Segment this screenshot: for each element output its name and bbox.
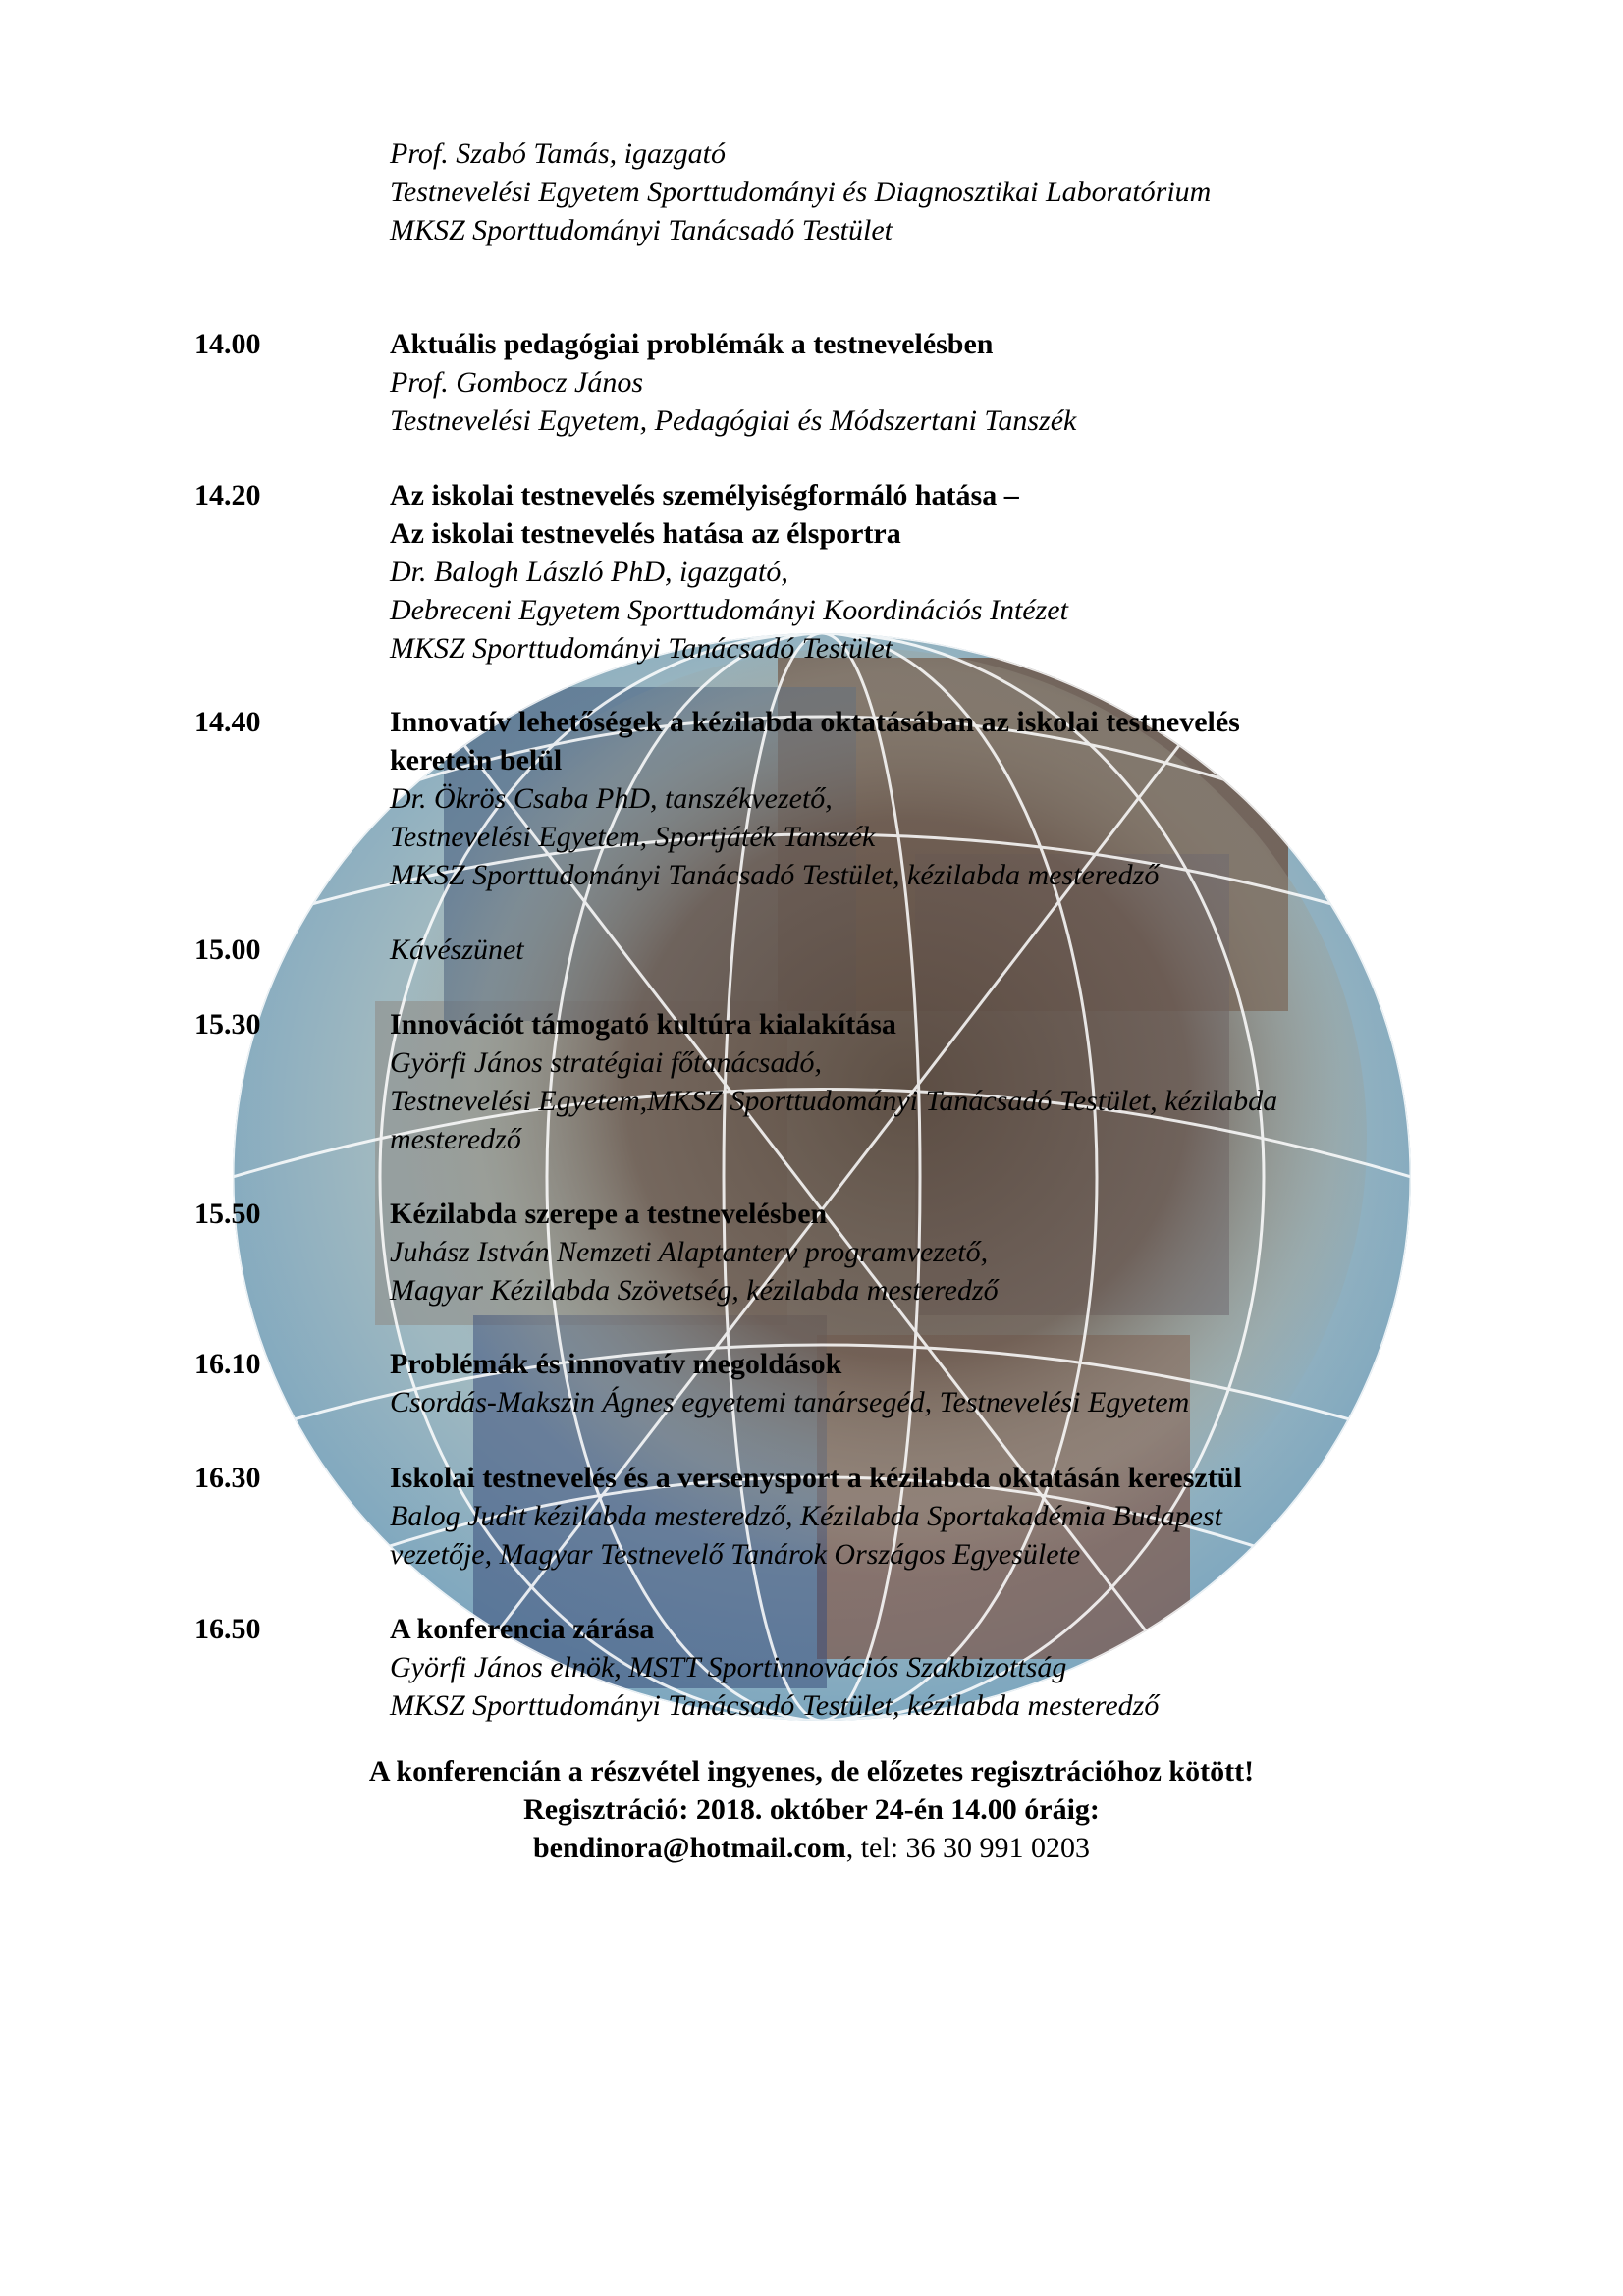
program-title: Innovációt támogató kultúra kialakítása <box>390 1008 896 1041</box>
contact-email[interactable]: bendinora@hotmail.com <box>532 1832 846 1864</box>
program-title: A konferencia zárása <box>390 1613 655 1645</box>
program-speaker: vezetője, Magyar Testnevelő Tanárok Országos Egyesülete <box>390 1538 1081 1571</box>
program-speaker: Balog Judit kézilabda mesteredző, Kézilabda Sportakadémia Budapest <box>390 1500 1222 1532</box>
intro-line: MKSZ Sporttudományi Tanácsadó Testület <box>390 214 893 246</box>
program-speaker: Testnevelési Egyetem,MKSZ Sporttudományi Tanácsadó Testület, kézilabda <box>390 1085 1278 1117</box>
program-speaker: Juhász István Nemzeti Alaptanterv programvezető, <box>390 1236 989 1268</box>
program-time: 14.20 <box>194 479 261 511</box>
program-time: 15.00 <box>194 934 261 966</box>
program-time: 16.10 <box>194 1348 261 1380</box>
program-time: 14.00 <box>194 328 261 360</box>
registration-footer <box>0 1752 1623 1867</box>
program-title: Az iskolai testnevelés hatása az élsportra <box>390 517 901 550</box>
program-speaker: Testnevelési Egyetem, Pedagógiai és Módszertani Tanszék <box>390 404 1077 437</box>
free-participation-note: A konferencián a részvétel ingyenes, de előzetes regisztrációhoz kötött! <box>368 1755 1255 1788</box>
program-time: 14.40 <box>194 706 261 738</box>
program-speaker: Prof. Gombocz János <box>390 366 644 399</box>
program-title: Aktuális pedagógiai problémák a testnevelésben <box>390 328 994 360</box>
program-time: 15.30 <box>194 1008 261 1041</box>
program-speaker: mesteredző <box>390 1123 521 1155</box>
registration-deadline: Regisztráció: 2018. október 24-én 14.00 óráig: <box>523 1793 1100 1826</box>
program-speaker: Debreceni Egyetem Sporttudományi Koordinációs Intézet <box>390 594 1068 626</box>
program-speaker: Testnevelési Egyetem, Sportjáték Tanszék <box>390 821 876 853</box>
program-time: 16.50 <box>194 1613 261 1645</box>
program-title: keretein belül <box>390 744 563 776</box>
coffee-break-label: Kávészünet <box>390 934 524 966</box>
program-speaker: Csordás-Makszin Ágnes egyetemi tanársegéd, Testnevelési Egyetem <box>390 1386 1190 1418</box>
program-speaker: Györfi János stratégiai főtanácsadó, <box>390 1046 822 1079</box>
program-speaker: MKSZ Sporttudományi Tanácsadó Testület, kézilabda mesteredző <box>390 1689 1160 1722</box>
program-title: Iskolai testnevelés és a versenysport a kézilabda oktatásán keresztül <box>390 1462 1242 1494</box>
program-speaker: MKSZ Sporttudományi Tanácsadó Testület <box>390 632 893 665</box>
program-speaker: Magyar Kézilabda Szövetség, kézilabda mesteredző <box>390 1274 999 1307</box>
program-speaker: Dr. Ökrös Csaba PhD, tanszékvezető, <box>390 782 833 815</box>
intro-line: Prof. Szabó Tamás, igazgató <box>390 137 727 170</box>
program-title: Problémák és innovatív megoldások <box>390 1348 842 1380</box>
program-speaker: Dr. Balogh László PhD, igazgató, <box>390 556 788 588</box>
program-title: Az iskolai testnevelés személyiségformáló hatása – <box>390 479 1019 511</box>
contact-phone: , tel: 36 30 991 0203 <box>845 1832 1091 1864</box>
program-speaker: Györfi János elnök, MSTT Sportinnovációs Szakbizottság <box>390 1651 1067 1683</box>
program-title: Kézilabda szerepe a testnevelésben <box>390 1198 828 1230</box>
program-time: 16.30 <box>194 1462 261 1494</box>
program-title: Innovatív lehetőségek a kézilabda oktatásában az iskolai testnevelés <box>390 706 1240 738</box>
program-speaker: MKSZ Sporttudományi Tanácsadó Testület, kézilabda mesteredző <box>390 859 1160 891</box>
intro-line: Testnevelési Egyetem Sporttudományi és Diagnosztikai Laboratórium <box>390 176 1212 208</box>
program-time: 15.50 <box>194 1198 261 1230</box>
